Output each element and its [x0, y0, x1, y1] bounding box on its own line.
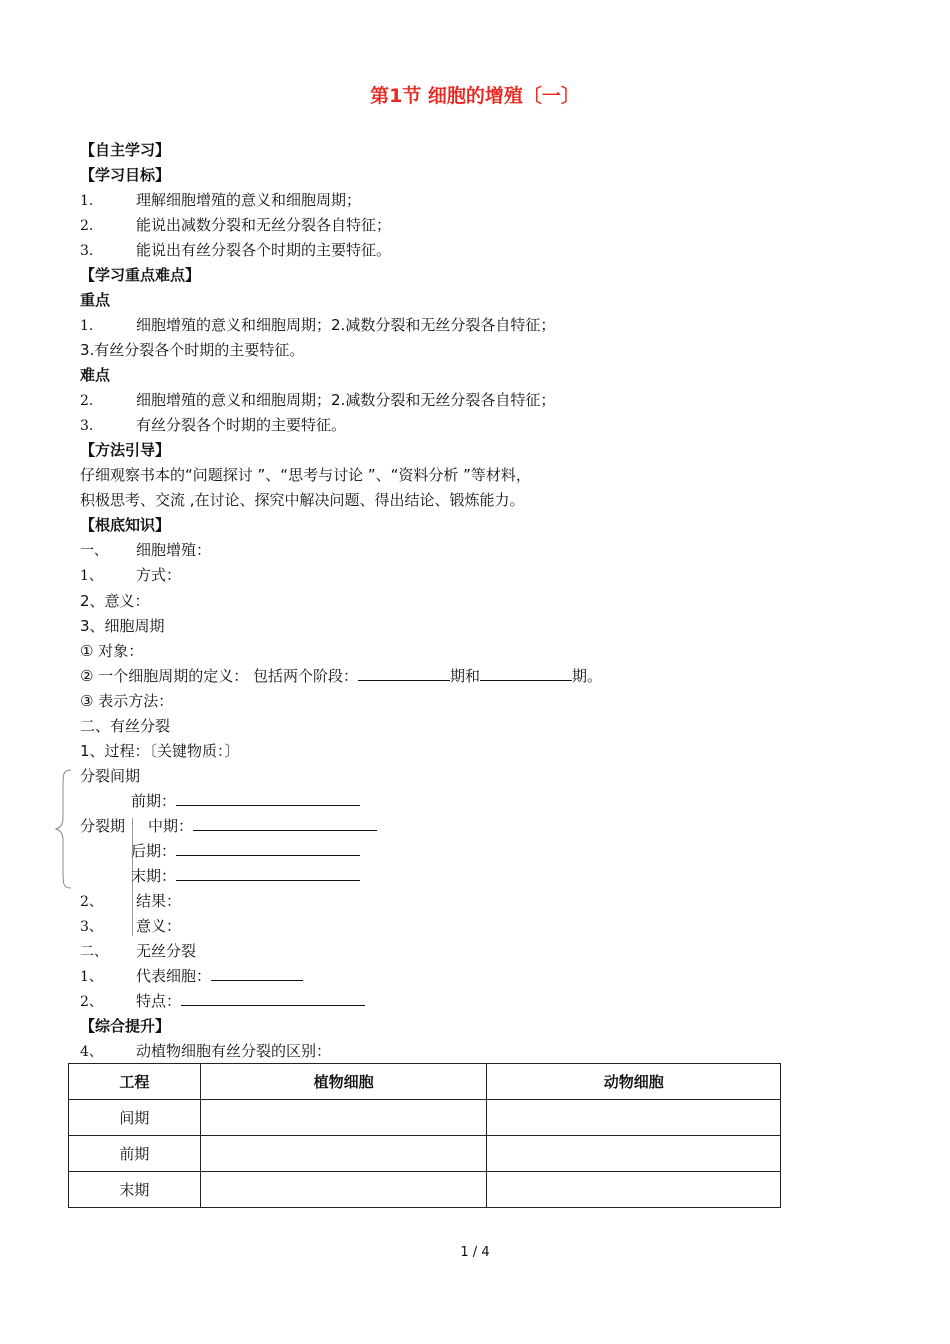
objectives-heading: 【学习目标】: [80, 166, 171, 184]
method-heading: 【方法引导】: [80, 441, 171, 459]
table-cell: [487, 1172, 781, 1208]
table-row: [69, 1172, 781, 1208]
metaphase-item: 中期：: [148, 816, 377, 836]
amitosis-section: 二、 无丝分裂: [80, 942, 197, 960]
method-line: 仔细观察书本的“问题探讨 ”、“思考与讨论 ”、“资料分析 ”等材料，: [80, 466, 531, 484]
blank-line-cell: [211, 966, 303, 981]
telophase-item: 末期：: [131, 866, 360, 886]
blank-line-1: [358, 666, 450, 681]
mitosis-section: 二、有丝分裂: [80, 717, 171, 735]
difficult-point-item: 2. 细胞增殖的意义和细胞周期；2.减数分裂和无丝分裂各自特征；: [80, 391, 556, 409]
key-point-line: 3.有丝分裂各个时期的主要特征。: [80, 341, 305, 359]
table-cell: [487, 1136, 781, 1172]
blank-line-feature: [181, 991, 365, 1006]
anaphase-item: 后期：: [131, 841, 360, 861]
table-cell: [200, 1136, 487, 1172]
objective-item: 3. 能说出有丝分裂各个时期的主要特征。: [80, 241, 392, 259]
objective-item: 1. 理解细胞增殖的意义和细胞周期；: [80, 191, 362, 209]
table-row: [69, 1100, 781, 1136]
representation-subitem: ③ 表示方法：: [80, 692, 174, 710]
prophase-item: 前期：: [131, 791, 360, 811]
table-cell: [487, 1100, 781, 1136]
table-header-row: [69, 1064, 781, 1100]
table-cell: [200, 1172, 487, 1208]
key-difficult-heading: 【学习重点难点】: [80, 266, 201, 284]
meaning-item: 3、 意义：: [80, 917, 182, 935]
self-study-heading: 【自主学习】: [80, 141, 171, 159]
table-header-cell: 动物细胞: [487, 1064, 781, 1100]
table-row-label: 末期: [69, 1172, 201, 1208]
division-phase-label: 分裂期: [80, 817, 126, 835]
page-number: 1 / 4: [460, 1245, 490, 1260]
cell-proliferation-section: 一、 细胞增殖：: [80, 541, 212, 559]
process-item: 1、过程：〔关键物质：〕: [80, 742, 240, 760]
comprehensive-heading: 【综合提升】: [80, 1017, 171, 1035]
difficult-points-label: 难点: [80, 366, 111, 384]
comparison-table: [68, 1063, 781, 1208]
key-point-item: 1. 细胞增殖的意义和细胞周期；2.减数分裂和无丝分裂各自特征；: [80, 316, 556, 334]
blank-line-2: [480, 666, 572, 681]
blank-line-telophase: [176, 866, 360, 881]
difficult-point-item: 3. 有丝分裂各个时期的主要特征。: [80, 416, 347, 434]
cell-cycle-item: 3、细胞周期: [80, 617, 165, 635]
cycle-definition-subitem: ② 一个细胞周期的定义： 包括两个阶段： 期和 期。: [80, 667, 603, 685]
method-item: 1、 方式：: [80, 566, 182, 584]
table-header-cell: 工程: [69, 1064, 201, 1100]
table-cell: [200, 1100, 487, 1136]
blank-line-prophase: [176, 791, 360, 806]
objective-item: 2. 能说出减数分裂和无丝分裂各自特征；: [80, 216, 392, 234]
table-header-cell: 植物细胞: [200, 1064, 487, 1100]
significance-item: 2、意义：: [80, 592, 150, 610]
blank-line-anaphase: [176, 841, 360, 856]
method-line: 积极思考、交流 ,在讨论、探究中解决问题、得出结论、锻炼能力。: [80, 491, 525, 509]
page-title: 第1节 细胞的增殖〔一〕: [370, 85, 580, 107]
blank-line-metaphase: [193, 816, 377, 831]
representative-cell-item: 1、 代表细胞：: [80, 966, 303, 987]
basic-knowledge-heading: 【根底知识】: [80, 516, 171, 534]
comparison-item: 4、 动植物细胞有丝分裂的区别：: [80, 1042, 332, 1060]
table-row-label: 间期: [69, 1100, 201, 1136]
object-subitem: ① 对象：: [80, 642, 144, 660]
feature-item: 2、 特点：: [80, 991, 365, 1012]
table-row: [69, 1136, 781, 1172]
interphase-label: 分裂间期: [80, 767, 141, 785]
table-row-label: 前期: [69, 1136, 201, 1172]
key-points-label: 重点: [80, 291, 111, 309]
brace-bracket: [55, 768, 75, 890]
result-item: 2、 结果：: [80, 892, 182, 910]
